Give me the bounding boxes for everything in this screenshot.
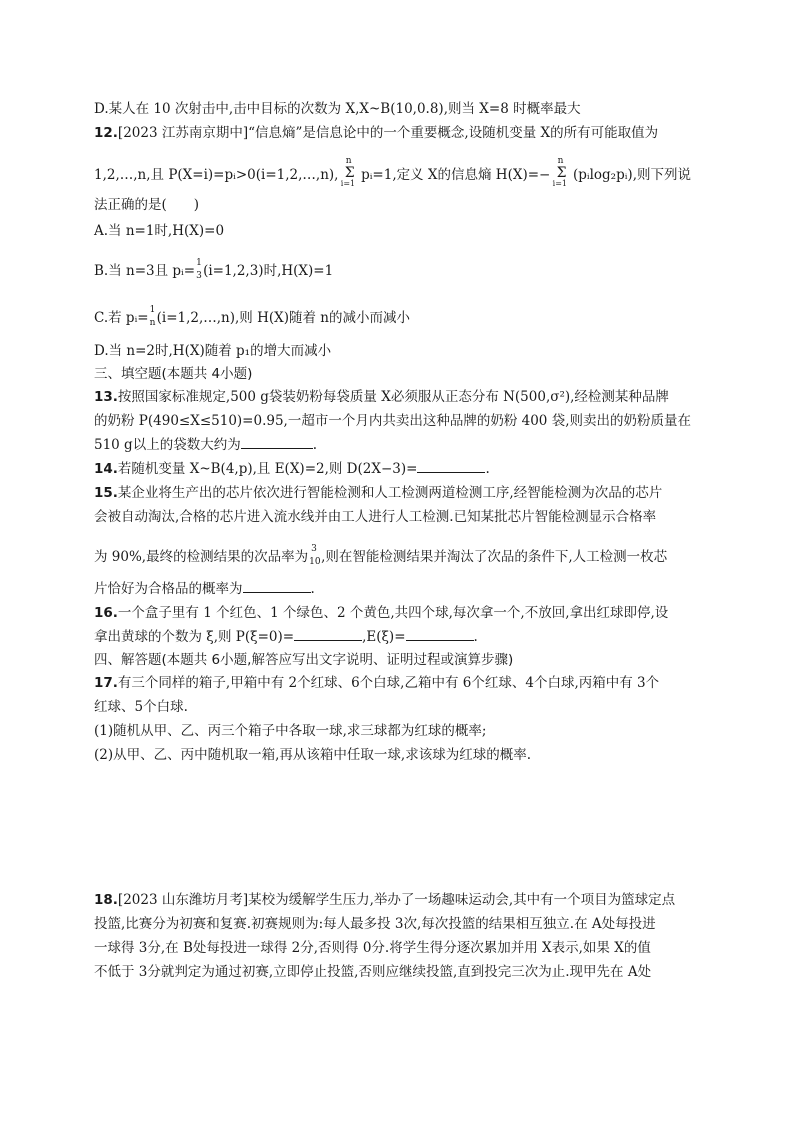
period: . (310, 581, 315, 597)
fraction-three-tenths: 3 10 (309, 543, 321, 567)
question-15-line-4 (94, 580, 315, 598)
question-number: 15. (94, 485, 118, 501)
section-4-heading: 四、解答题(本题共 6小题,解答应写出文字说明、证明过程或演算步骤) (94, 652, 514, 668)
question-15-line-1 (94, 484, 662, 502)
question-17-line-2: 红球、5个白球. (94, 699, 188, 715)
option-c-q12 (94, 304, 411, 328)
question-text: 有三个同样的箱子,甲箱中有 2个红球、6个白球,乙箱中有 6个红球、4个白球,丙箱中有 3个 (117, 675, 660, 691)
period: . (473, 629, 478, 645)
question-17-line-1 (94, 674, 659, 692)
question-text: 按照国家标准规定,500 g袋装奶粉每袋质量 X必须服从正态分布 N(500,σ²),经检测某种品牌 (117, 389, 669, 405)
answer-blank[interactable] (417, 460, 485, 473)
question-16-line-2 (94, 628, 478, 646)
period: . (312, 437, 317, 453)
question-12-line-2 (94, 155, 691, 188)
question-text: ,E(ξ)= (362, 629, 406, 645)
option-text: C.若 pᵢ= (94, 310, 149, 326)
section-3-heading: 三、填空题(本题共 4小题) (94, 366, 253, 382)
question-text: [2023 山东潍坊月考]某校为缓解学生压力,举办了一场趣味运动会,其中有一个项目为篮球定点 (117, 892, 676, 908)
question-number: 13. (94, 389, 118, 405)
period: . (485, 461, 490, 477)
question-text: 一个盒子里有 1 个红色、1 个绿色、2 个黄色,共四个球,每次拿一个,不放回,拿出红球即停,设 (117, 605, 669, 621)
question-text: 片恰好为合格品的概率为 (94, 581, 243, 597)
question-number: 16. (94, 605, 118, 621)
question-text: ,则在智能检测结果并淘汰了次品的条件下,人工检测一枚芯 (321, 549, 668, 565)
summation-symbol: n Σ i=1 (552, 155, 568, 188)
answer-blank[interactable] (243, 580, 311, 593)
summation-symbol: n Σ i=1 (340, 155, 356, 188)
question-text: [2023 江苏南京期中]“信息熵”是信息论中的一个重要概念,设随机变量 X的所有可能取值为 (117, 125, 659, 141)
option-d-q12: D.当 n=2时,H(X)随着 p₁的增大而减小 (94, 343, 332, 359)
option-b-q12 (94, 257, 334, 281)
question-number: 17. (94, 675, 118, 691)
question-text: 510 g以上的袋数大约为 (94, 437, 241, 453)
question-number: 14. (94, 461, 118, 477)
question-18-line-4: 不低于 3分就判定为通过初赛,立即停止投篮,否则应继续投篮,直到投完三次为止.现甲先在 A处 (94, 964, 652, 980)
question-text: pᵢ=1,定义 X的信息熵 H(X)=− (361, 167, 551, 183)
question-18-line-3: 一球得 3分,在 B处每投进一球得 2分,否则得 0分.将学生得分逐次累加并用 X表示,如果 X的值 (94, 940, 651, 956)
question-text: 某企业将生产出的芯片依次进行智能检测和人工检测两道检测工序,经智能检测为次品的芯片 (117, 485, 663, 501)
question-text: 拿出黄球的个数为 ξ,则 P(ξ=0)= (94, 629, 295, 645)
question-18-line-2: 投篮,比赛分为初赛和复赛.初赛规则为:每人最多投 3次,每次投篮的结果相互独立.在 A处每投进 (94, 916, 656, 932)
answer-blank[interactable] (241, 436, 313, 449)
question-17-part-1: (1)随机从甲、乙、丙三个箱子中各取一球,求三球都为红球的概率; (94, 723, 487, 739)
question-text: (pᵢlog₂pᵢ),则下列说 (572, 167, 691, 183)
question-text: 若随机变量 X~B(4,p),且 E(X)=2,则 D(2X−3)= (117, 461, 418, 477)
option-a-q12: A.当 n=1时,H(X)=0 (94, 223, 225, 239)
question-17-part-2: (2)从甲、乙、丙中随机取一箱,再从该箱中任取一球,求该球为红球的概率. (94, 747, 531, 763)
question-number: 18. (94, 892, 118, 908)
fraction-one-over-n: 1 n (149, 304, 156, 328)
fraction-one-third: 1 3 (196, 257, 202, 281)
question-13-line-1 (94, 388, 669, 406)
option-text: B.当 n=3且 pᵢ= (94, 263, 196, 279)
question-18-line-1 (94, 891, 675, 909)
option-text: (i=1,2,3)时,H(X)=1 (203, 263, 334, 279)
question-15-line-2: 会被自动淘汰,合格的芯片进入流水线并由工人进行人工检测.已知某批芯片智能检测显示合格率 (94, 509, 657, 525)
question-13-line-2: 的奶粉 P(490≤X≤510)=0.95,一超市一个月内共卖出这种品牌的奶粉 400 袋,则卖出的奶粉质量在 (94, 413, 691, 429)
question-14 (94, 460, 490, 478)
question-12-line-1 (94, 124, 658, 142)
question-text: 为 90%,最终的检测结果的次品率为 (94, 549, 309, 565)
answer-blank[interactable] (294, 628, 362, 641)
option-d-q11: D.某人在 10 次射击中,击中目标的次数为 X,X~B(10,0.8),则当 X=8 时概率最大 (94, 101, 581, 117)
question-text: 1,2,…,n,且 P(X=i)=pᵢ>0(i=1,2,…,n), (94, 167, 339, 183)
question-15-line-3 (94, 543, 668, 567)
option-text: (i=1,2,…,n),则 H(X)随着 n的减小而减小 (156, 310, 411, 326)
question-13-line-3 (94, 436, 317, 454)
question-12-line-3: 法正确的是( ) (94, 197, 200, 213)
question-number: 12. (94, 125, 118, 141)
question-16-line-1 (94, 604, 668, 622)
answer-blank[interactable] (406, 628, 474, 641)
